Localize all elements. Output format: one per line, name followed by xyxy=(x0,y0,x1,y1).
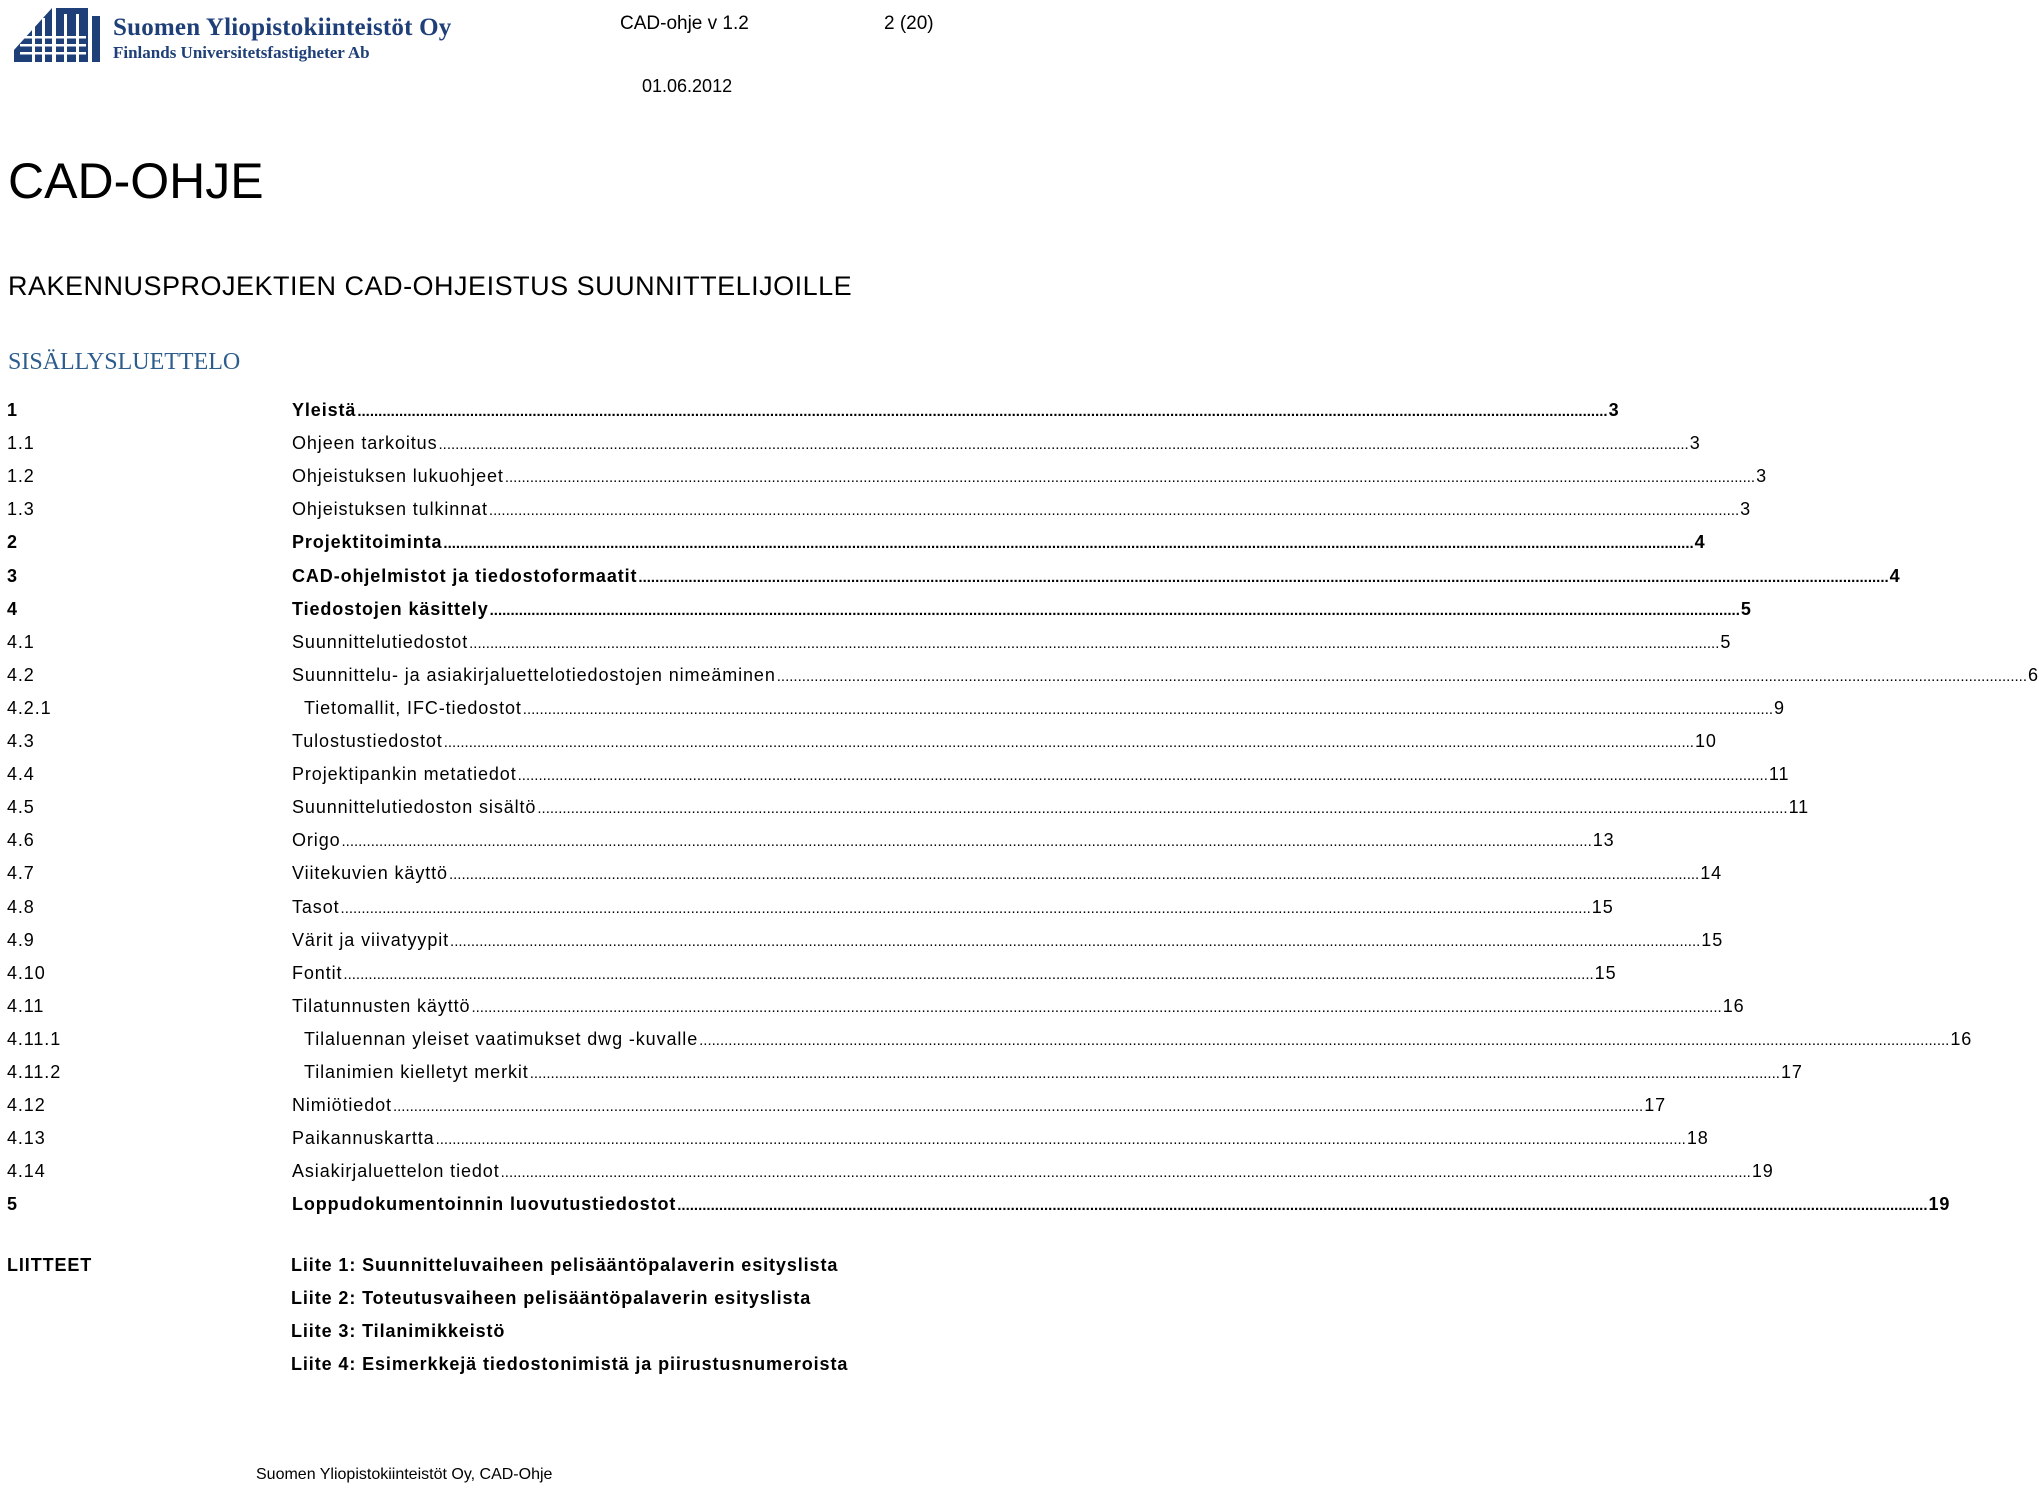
toc-entry-number: 4.2.1 xyxy=(7,697,52,718)
toc-entry[interactable] xyxy=(0,593,1752,626)
toc-heading: SISÄLLYSLUETTELO xyxy=(8,349,241,375)
toc-entry[interactable] xyxy=(0,1122,1709,1155)
toc-entry-page: 11 xyxy=(1768,764,1790,785)
toc-entry-number: 4.10 xyxy=(7,962,46,983)
toc-entry-label[interactable]: Ohjeistuksen tulkinnat xyxy=(292,499,488,520)
toc-entry-number: 4.11 xyxy=(7,995,45,1016)
toc-dot-leader: ............................................................................................................................................................................................................................................................................................................ xyxy=(438,436,1689,454)
toc-entry[interactable] xyxy=(0,791,1810,824)
toc-entry-page: 4 xyxy=(1694,532,1706,553)
toc-entry-page: 19 xyxy=(1751,1161,1774,1182)
toc-entry[interactable] xyxy=(0,725,1717,758)
toc-dot-leader: ............................................................................................................................................................................................................................................................................................................ xyxy=(522,700,1774,718)
toc-entry[interactable] xyxy=(0,1188,1951,1221)
document-date: 01.06.2012 xyxy=(642,76,733,96)
toc-entry[interactable] xyxy=(0,659,2039,692)
toc-entry-number: 4 xyxy=(7,598,18,619)
toc-entry[interactable] xyxy=(0,460,1767,493)
toc-entry-page: 9 xyxy=(1774,697,1785,718)
toc-entry-page: 15 xyxy=(1594,962,1617,983)
toc-entry-label[interactable]: Suunnittelutiedoston sisältö xyxy=(292,797,537,818)
toc-entry-label[interactable]: Ohjeistuksen lukuohjeet xyxy=(292,466,504,487)
toc-entry-number: 4.11.1 xyxy=(7,1028,62,1049)
toc-entry-number: 4.12 xyxy=(7,1095,46,1116)
toc-entry-page: 10 xyxy=(1694,731,1717,751)
toc-entry-number: 4.4 xyxy=(7,764,35,785)
company-logo xyxy=(12,6,472,64)
toc-entry[interactable] xyxy=(0,692,1785,725)
toc-entry-number: 1 xyxy=(7,400,18,420)
toc-dot-leader: ............................................................................................................................................................................................................................................................................................................ xyxy=(450,932,1701,950)
toc-entry-label[interactable]: Viitekuvien käyttö xyxy=(292,863,448,884)
toc-entry-label[interactable]: Nimiötiedot xyxy=(292,1095,392,1116)
toc-entry-label[interactable]: Ohjeen tarkoitus xyxy=(292,433,438,454)
toc-dot-leader: ............................................................................................................................................................................................................................................................................................................ xyxy=(537,800,1788,818)
toc-entry[interactable] xyxy=(0,990,1745,1023)
toc-entry-number: 2 xyxy=(7,532,18,553)
toc-entry[interactable] xyxy=(0,626,1732,659)
toc-entry-number: 4.1 xyxy=(7,631,35,652)
toc-entry-page: 11 xyxy=(1788,797,1810,818)
toc-entry-label[interactable]: Yleistä xyxy=(292,400,357,420)
toc-entry[interactable] xyxy=(0,957,1617,990)
toc-entry-label[interactable]: Suunnittelu- ja asiakirjaluettelotiedostojen nimeäminen xyxy=(292,664,776,685)
page-number: 2 (20) xyxy=(884,13,934,34)
toc-entry-number: 4.11.2 xyxy=(7,1062,62,1082)
toc-entry-page: 17 xyxy=(1644,1095,1667,1116)
toc-entry[interactable] xyxy=(0,1056,1803,1089)
toc-dot-leader: ............................................................................................................................................................................................................................................................................................................ xyxy=(469,634,1720,652)
toc-dot-leader: ............................................................................................................................................................................................................................................................................................................ xyxy=(340,899,1591,917)
toc-entry-label[interactable]: CAD-ohjelmistot ja tiedostoformaatit xyxy=(292,565,638,586)
toc-entry-page: 6 xyxy=(2028,664,2039,685)
toc-entry-page: 18 xyxy=(1686,1128,1709,1149)
page-subtitle: RAKENNUSPROJEKTIEN CAD-OHJEISTUS SUUNNITTELIJOILLE xyxy=(8,271,853,301)
toc-entry-page: 15 xyxy=(1701,929,1724,950)
toc-entry[interactable] xyxy=(0,1023,1973,1056)
toc-entry-number: 3 xyxy=(7,565,18,586)
toc-entry-label[interactable]: Tiedostojen käsittely xyxy=(292,598,489,619)
toc-entry[interactable] xyxy=(0,758,1790,791)
toc-dot-leader: ............................................................................................................................................................................................................................................................................................................ xyxy=(504,469,1756,487)
toc-entry-number: 1.2 xyxy=(7,466,35,487)
toc-entry[interactable] xyxy=(0,824,1615,857)
toc-entry-label[interactable]: Värit ja viivatyypit xyxy=(292,929,450,950)
toc-entry[interactable] xyxy=(0,526,1706,559)
toc-entry-label[interactable]: Origo xyxy=(292,830,341,851)
appendix-item: Liite 1: Suunnitteluvaiheen pelisääntöpalaverin esityslista xyxy=(291,1255,839,1275)
toc-entry-page: 17 xyxy=(1780,1062,1803,1082)
toc-entry-label[interactable]: Loppudokumentoinnin luovutustiedostot xyxy=(292,1194,677,1215)
toc-dot-leader: ............................................................................................................................................................................................................................................................................................................ xyxy=(489,601,1740,619)
toc-dot-leader: ............................................................................................................................................................................................................................................................................................................ xyxy=(776,667,2028,685)
toc-dot-leader: ............................................................................................................................................................................................................................................................................................................ xyxy=(500,1164,1751,1182)
toc-entry-number: 4.8 xyxy=(7,896,35,917)
toc-entry-page: 15 xyxy=(1591,896,1614,917)
toc-entry-label[interactable]: Tietomallit, IFC-tiedostot xyxy=(304,697,522,718)
toc-entry-page: 5 xyxy=(1740,598,1752,619)
toc-dot-leader: ............................................................................................................................................................................................................................................................................................................ xyxy=(638,568,1889,586)
toc-dot-leader: ............................................................................................................................................................................................................................................................................................................ xyxy=(443,734,1694,751)
toc-entry[interactable] xyxy=(0,1155,1774,1188)
appendices-label: LIITTEET xyxy=(7,1255,93,1275)
toc-entry-page: 3 xyxy=(1756,466,1767,487)
toc-entry-number: 4.9 xyxy=(7,929,35,950)
toc-entry-page: 5 xyxy=(1720,631,1732,652)
toc-entry-page: 19 xyxy=(1928,1194,1951,1215)
logo-text-finnish: Suomen Yliopistokiinteistöt Oy xyxy=(113,14,452,41)
toc-entry-page: 14 xyxy=(1700,863,1723,884)
toc-dot-leader: ............................................................................................................................................................................................................................................................................................................ xyxy=(488,502,1740,520)
building-logo-icon xyxy=(12,6,104,64)
toc-entry[interactable] xyxy=(0,924,1724,957)
toc-entry-number: 5 xyxy=(7,1194,18,1215)
toc-entry-page: 3 xyxy=(1608,400,1620,420)
toc-dot-leader: ............................................................................................................................................................................................................................................................................................................ xyxy=(529,1065,1780,1082)
document-version: CAD-ohje v 1.2 xyxy=(620,13,749,34)
toc-entry-label[interactable]: Fontit xyxy=(292,962,343,983)
toc-entry[interactable] xyxy=(0,427,1701,460)
toc-entry-page: 3 xyxy=(1689,433,1701,454)
toc-entry-label[interactable]: Tilanimien kielletyt merkit xyxy=(304,1062,529,1082)
toc-entry-page: 16 xyxy=(1950,1028,1973,1049)
toc-entry[interactable] xyxy=(0,891,1614,924)
toc-dot-leader: ............................................................................................................................................................................................................................................................................................................ xyxy=(343,965,1594,983)
toc-dot-leader: ............................................................................................................................................................................................................................................................................................................ xyxy=(699,1031,1950,1049)
toc-dot-leader: ............................................................................................................................................................................................................................................................................................................ xyxy=(357,403,1608,420)
toc-entry-number: 1.1 xyxy=(7,433,35,454)
toc-entry-number: 4.13 xyxy=(7,1128,46,1149)
toc-dot-leader: ............................................................................................................................................................................................................................................................................................................ xyxy=(392,1098,1644,1116)
appendix-item: Liite 2: Toteutusvaiheen pelisääntöpalaverin esityslista xyxy=(291,1288,812,1308)
toc-entry-number: 1.3 xyxy=(7,499,35,520)
toc-entry-number: 4.5 xyxy=(7,797,35,818)
toc-entry-label[interactable]: Paikannuskartta xyxy=(292,1128,435,1149)
toc-entry[interactable] xyxy=(0,857,1723,890)
logo-text-swedish: Finlands Universitetsfastigheter Ab xyxy=(113,43,370,62)
toc-dot-leader: ............................................................................................................................................................................................................................................................................................................ xyxy=(517,767,1768,785)
toc-entry-label[interactable]: Tilaluennan yleiset vaatimukset dwg -kuvalle xyxy=(304,1028,699,1049)
page-footer: Suomen Yliopistokiinteistöt Oy, CAD-Ohje xyxy=(256,1466,553,1483)
toc-entry-page: 16 xyxy=(1722,995,1745,1016)
toc-entry-label[interactable]: Tulostustiedostot xyxy=(292,731,443,751)
appendix-item: Liite 3: Tilanimikkeistö xyxy=(291,1321,506,1341)
toc-entry-page: 3 xyxy=(1740,499,1752,520)
toc-entry-number: 4.3 xyxy=(7,731,35,751)
appendix-item: Liite 4: Esimerkkejä tiedostonimistä ja piirustusnumeroista xyxy=(291,1354,849,1374)
toc-dot-leader: ............................................................................................................................................................................................................................................................................................................ xyxy=(443,535,1694,553)
page-title: CAD-OHJE xyxy=(8,153,264,209)
toc-entry-page: 13 xyxy=(1592,830,1615,851)
toc-dot-leader: ............................................................................................................................................................................................................................................................................................................ xyxy=(435,1131,1686,1149)
toc-entry-label[interactable]: Suunnittelutiedostot xyxy=(292,631,469,652)
toc-entry[interactable] xyxy=(0,493,1752,526)
toc-entry-page: 4 xyxy=(1889,565,1901,586)
toc-entry[interactable] xyxy=(0,560,1901,593)
toc-entry[interactable] xyxy=(0,394,1620,427)
toc-entry-label[interactable]: Asiakirjaluettelon tiedot xyxy=(292,1161,500,1182)
toc-entry[interactable] xyxy=(0,1089,1667,1122)
toc-entry-label[interactable]: Projektitoiminta xyxy=(292,532,443,553)
toc-dot-leader: ............................................................................................................................................................................................................................................................................................................ xyxy=(448,866,1700,884)
toc-entry-label[interactable]: Tasot xyxy=(292,896,340,917)
toc-entry-label[interactable]: Tilatunnusten käyttö xyxy=(292,995,471,1016)
toc-entry-number: 4.14 xyxy=(7,1161,46,1182)
toc-entry-label[interactable]: Projektipankin metatiedot xyxy=(292,764,517,785)
toc-entry-number: 4.7 xyxy=(7,863,35,884)
toc-entry-number: 4.6 xyxy=(7,830,35,851)
toc-dot-leader: ............................................................................................................................................................................................................................................................................................................ xyxy=(341,833,1592,851)
toc-dot-leader: ............................................................................................................................................................................................................................................................................................................ xyxy=(677,1197,1928,1215)
toc-entry-number: 4.2 xyxy=(7,664,35,685)
toc-dot-leader: ............................................................................................................................................................................................................................................................................................................ xyxy=(471,998,1722,1016)
